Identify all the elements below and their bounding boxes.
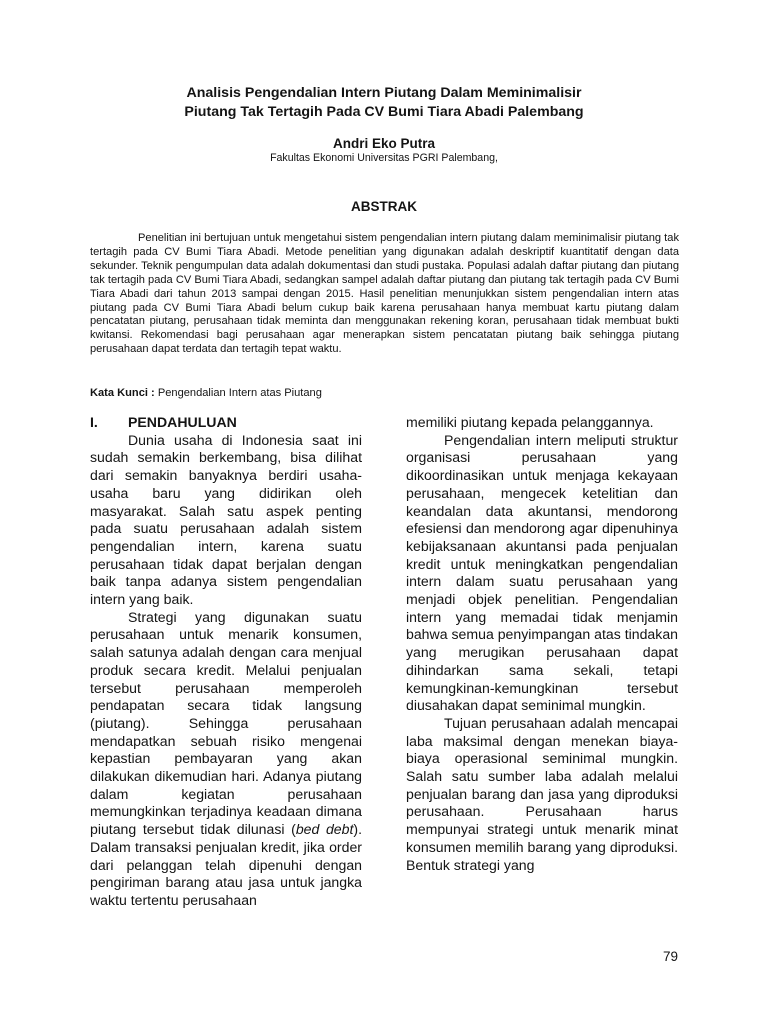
author-name: Andri Eko Putra bbox=[332, 136, 435, 151]
paragraph-text: ). Dalam transaksi penjualan kredit, jika order dari pelanggan telah dipenuhi dengan pengiriman barang atau jasa untuk jangka waktu tertentu perusahaan bbox=[90, 821, 362, 908]
title-line-1: Analisis Pengendalian Intern Piutang Dalam Meminimalisir bbox=[186, 85, 582, 101]
paper-title bbox=[90, 84, 678, 122]
italic-term: bed debt bbox=[295, 821, 354, 838]
author-affiliation: Fakultas Ekonomi Universitas PGRI Palembang, bbox=[270, 152, 498, 164]
section-number: I. bbox=[90, 414, 98, 430]
body-paragraph: Dunia usaha di Indonesia saat ini sudah semakin berkembang, bisa dilihat dari semakin banyaknya berdiri usaha-usaha baru yang didirikan oleh masyarakat. Salah satu aspek penting pada suatu perusahaan adalah sistem pengendalian intern, karena suatu perusahaan tidak dapat berjalan dengan baik tanpa adanya sistem pengendalian intern yang baik. bbox=[90, 431, 362, 608]
title-line-2: Piutang Tak Tertagih Pada CV Bumi Tiara Abadi Palembang bbox=[184, 104, 584, 120]
keywords-label: Kata Kunci : bbox=[90, 387, 155, 399]
right-column bbox=[406, 414, 678, 874]
keywords bbox=[90, 386, 322, 400]
left-column bbox=[90, 414, 362, 910]
page-number: 79 bbox=[662, 949, 678, 964]
body-paragraph: memiliki piutang kepada pelanggannya. bbox=[406, 414, 654, 430]
paragraph-text: Strategi yang digunakan suatu perusahaan untuk menarik konsumen, salah satunya adalah dengan cara menjual produk secara kredit. Melalui penjualan tersebut perusahaan memperoleh pendapatan secara tidak langsung (piutang). Sehingga perusahaan mendapatkan sebuah risiko mengenai kepastian pembayaran yang akan dilakukan dikemudian hari. Adanya piutang dalam kegiatan perusahaan memungkinkan terjadinya keadaan dimana piutang tersebut tidak dilunasi ( bbox=[90, 608, 362, 838]
body-paragraph bbox=[90, 609, 362, 910]
section-heading bbox=[90, 414, 362, 432]
body-paragraph: Pengendalian intern meliputi struktur organisasi perusahaan yang dikoordinasikan untuk menjaga kekayaan perusahaan, mengecek ketelitian dan keandalan data akuntansi, mendorong efesiensi dan mendorong agar dipenuhinya kebijaksanaan akuntansi pada penjualan kredit untuk meningkatkan pengendalian intern dalam suatu perusahaan yang menjadi objek penelitian. Pengendalian intern yang memadai tidak menjamin bahwa semua penyimpangan atas tindakan yang merugikan perusahaan dapat dihindarkan sama sekali, tetapi kemungkinan-kemungkinan tersebut diusahakan dapat seminimal mungkin. bbox=[406, 431, 678, 714]
section-title: PENDAHULUAN bbox=[128, 414, 237, 430]
abstract-body: Penelitian ini bertujuan untuk mengetahui sistem pengendalian intern piutang dalam meminimalisir piutang tak tertagih pada CV Bumi Tiara Abadi. Metode penelitian yang digunakan adalah deskriptif kuantitatif dengan data sekunder. Teknik pengumpulan data adalah dokumentasi dan studi pustaka. Populasi adalah daftar piutang dan piutang tak tertagih pada CV Bumi Tiara Abadi, sedangkan sampel adalah daftar piutang dan piutang tak tertagih pada CV Bumi Tiara Abadi dari tahun 2013 sampai dengan 2015. Hasil penelitian menunjukkan sistem pengendalian intern atas piutang pada CV Bumi Tiara Abadi belum cukup baik karena perusahaan hanya membuat kartu piutang dalam pencatatan piutang, perusahaan tidak meminta dan menggunakan rekening koran, perusahaan tidak membuat bukti kwitansi. Rekomendasi bagi perusahaan agar menerapkan sistem pencatatan piutang baik sehingga piutang perusahaan dapat terdata dan tertagih tepat waktu. bbox=[90, 232, 679, 356]
body-paragraph: Tujuan perusahaan adalah mencapai laba maksimal dengan menekan biaya-biaya operasional seminimal mungkin. Salah satu sumber laba adalah melalui penjualan barang dan jasa yang diproduksi perusahaan. Perusahaan harus mempunyai strategi untuk menarik minat konsumen memilih barang yang diproduksi. Bentuk strategi yang bbox=[406, 714, 678, 873]
abstract-heading: ABSTRAK bbox=[351, 199, 417, 214]
keywords-text: Pengendalian Intern atas Piutang bbox=[157, 387, 322, 399]
